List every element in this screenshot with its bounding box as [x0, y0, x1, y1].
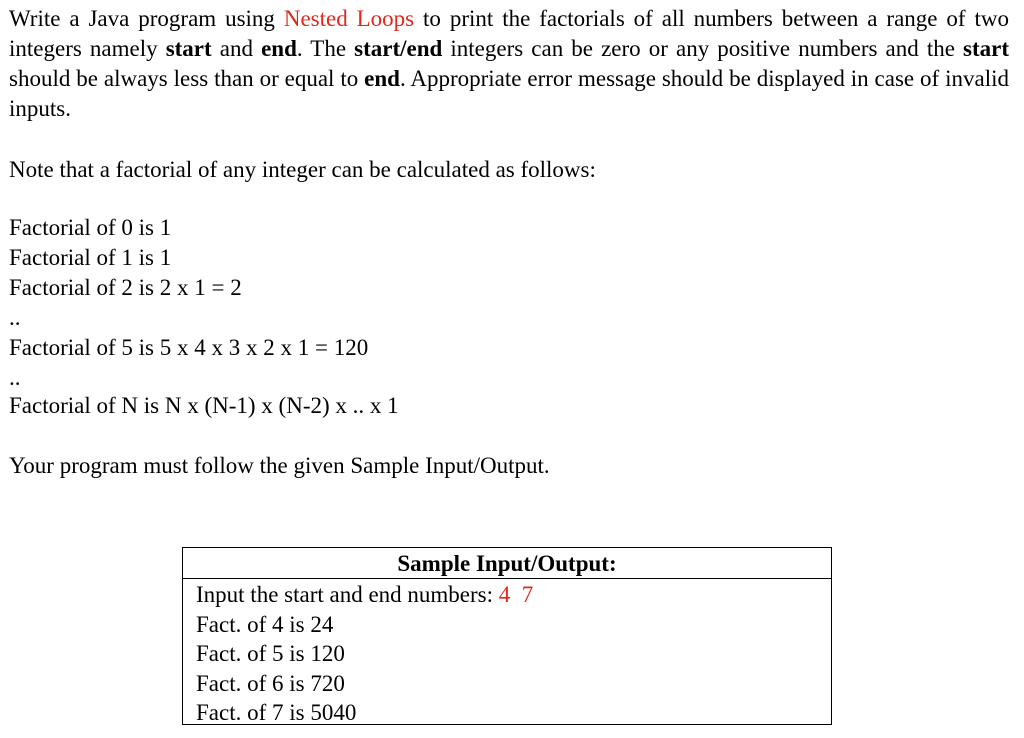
end-keyword-2: end [364, 66, 400, 91]
problem-statement [9, 4, 1009, 124]
intro-text-3: and [211, 36, 262, 61]
intro-text-2: to print the factorials of all numbers between a range of two integers namely [9, 6, 1009, 61]
start-keyword: start [165, 36, 212, 61]
intro-text-4: . The [296, 36, 355, 61]
sample-prompt-line [196, 580, 831, 610]
factorial-ellipsis-2: .. [9, 365, 21, 390]
nested-loops-highlight: Nested Loops [283, 6, 415, 31]
start-keyword-2: start [963, 36, 1009, 61]
factorial-ellipsis-1: .. [9, 305, 21, 330]
sample-io-body [183, 579, 831, 728]
sample-prompt: Input the start and end numbers: [196, 582, 499, 607]
factorial-line-2: Factorial of 2 is 2 x 1 = 2 [9, 275, 242, 300]
end-keyword: end [261, 36, 297, 61]
sample-output-line: Fact. of 6 is 720 [196, 670, 345, 696]
intro-text-7: . Appropriate error message should be displayed in case of invalid inputs. [9, 66, 1009, 121]
factorial-line-1: Factorial of 1 is 1 [9, 245, 172, 270]
factorial-line-5: Factorial of 5 is 5 x 4 x 3 x 2 x 1 = 120 [9, 335, 369, 360]
sample-input-value: 4 7 [498, 582, 534, 607]
intro-text-1: Write a Java program using [9, 6, 284, 31]
follow-instruction: Your program must follow the given Sample Input/Output. [9, 453, 550, 478]
intro-text-6: should be always less than or equal to [9, 66, 365, 91]
factorial-line-n: Factorial of N is N x (N-1) x (N-2) x .. x 1 [9, 393, 399, 418]
intro-text-5: integers can be zero or any positive numbers and the [442, 36, 964, 61]
sample-output-line: Fact. of 4 is 24 [196, 611, 334, 637]
start-end-keyword: start/end [354, 36, 443, 61]
sample-output-line: Fact. of 5 is 120 [196, 641, 345, 666]
factorial-line-0: Factorial of 0 is 1 [9, 215, 172, 240]
note-text: Note that a factorial of any integer can be calculated as follows: [9, 157, 596, 182]
sample-io-table [182, 547, 832, 725]
sample-output-line: Fact. of 7 is 5040 [196, 700, 357, 725]
sample-io-header: Sample Input/Output: [183, 548, 831, 579]
